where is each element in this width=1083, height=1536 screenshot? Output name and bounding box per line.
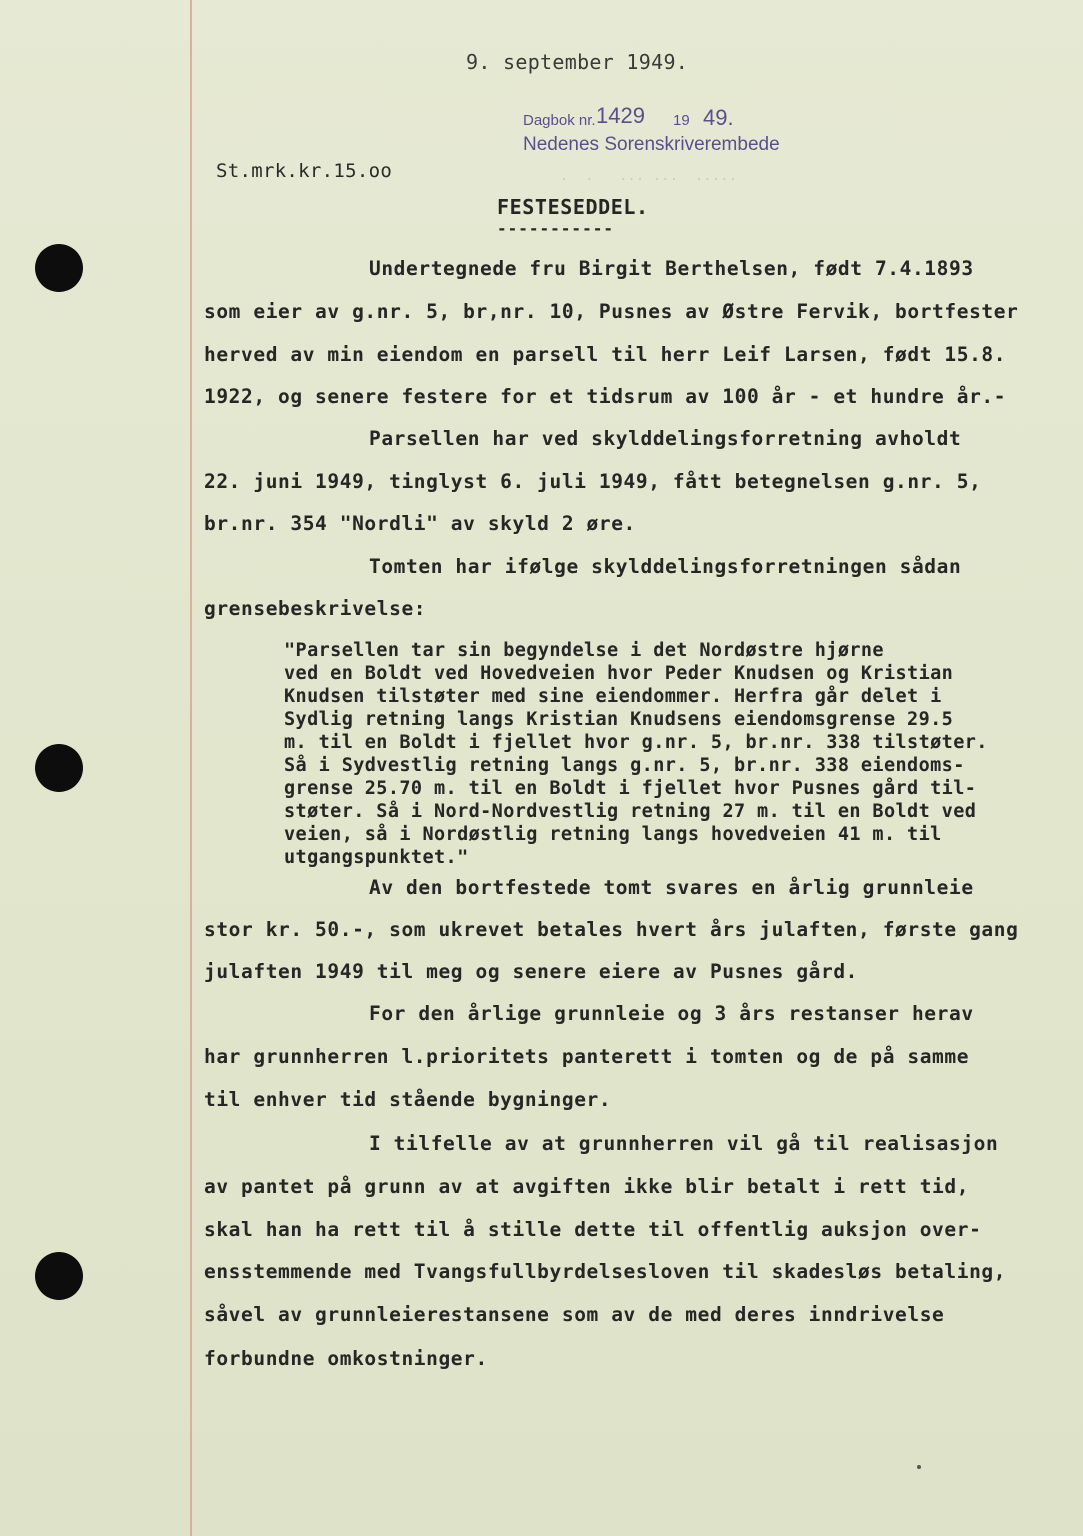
stamp-year-suffix: 49.: [703, 105, 734, 130]
quote-line: "Parsellen tar sin begyndelse i det Nordøstre hjørne: [284, 640, 884, 661]
paragraph-line: til enhver tid stående bygninger.: [204, 1088, 612, 1111]
heading: FESTESEDDEL.: [497, 195, 649, 219]
paragraph-line: har grunnherren l.prioritets panterett i tomten og de på samme: [204, 1045, 970, 1068]
paragraph-line: forbundne omkostninger.: [204, 1347, 488, 1370]
punch-hole-top: [35, 244, 83, 292]
bleed-through-text: . . ... ... .....: [560, 168, 738, 184]
paragraph-line: Av den bortfestede tomt svares en årlig grunnleie: [369, 876, 974, 899]
quote-line: utgangspunktet.": [284, 847, 469, 868]
stamp-dagbok-number: 1429: [596, 103, 645, 128]
paragraph-line: stor kr. 50.-, som ukrevet betales hvert års julaften, første gang: [204, 918, 1019, 941]
punch-hole-middle: [35, 744, 83, 792]
quote-line: ved en Boldt ved Hovedveien hvor Peder Knudsen og Kristian: [284, 663, 954, 684]
paragraph-line: grensebeskrivelse:: [204, 597, 427, 620]
paragraph-line: Undertegnede fru Birgit Berthelsen, født 7.4.1893: [369, 257, 974, 280]
paragraph-line: Parsellen har ved skylddelingsforretning avholdt: [369, 427, 962, 450]
paragraph-line: For den årlige grunnleie og 3 års restanser herav: [369, 1002, 974, 1025]
stamp-office: Nedenes Sorenskriverembede: [523, 134, 780, 155]
paragraph-line: såvel av grunnleierestansene som av de med deres inndrivelse: [204, 1303, 945, 1326]
paragraph-line: ensstemmende med Tvangsfullbyrdelsesloven til skadesløs betaling,: [204, 1260, 1007, 1283]
paragraph-line: Tomten har ifølge skylddelingsforretningen sådan: [369, 555, 962, 578]
quote-line: veien, så i Nordøstlig retning langs hovedveien 41 m. til: [284, 824, 942, 845]
stamp-year-prefix: 19: [673, 112, 690, 129]
paragraph-line: som eier av g.nr. 5, br,nr. 10, Pusnes av Østre Fervik, bortfester: [204, 300, 1019, 323]
quote-line: m. til en Boldt i fjellet hvor g.nr. 5, br.nr. 338 tilstøter.: [284, 732, 988, 753]
quote-line: Sydlig retning langs Kristian Knudsens eiendomsgrense 29.5: [284, 709, 954, 730]
stamp-dagbok-label: Dagbok nr.: [523, 112, 596, 129]
margin-line: [190, 0, 192, 1536]
paragraph-line: julaften 1949 til meg og senere eiere av Pusnes gård.: [204, 960, 859, 983]
quote-line: Så i Sydvestlig retning langs g.nr. 5, br.nr. 338 eiendoms-: [284, 755, 965, 776]
paragraph-line: 1922, og senere festere for et tidsrum av 100 år - et hundre år.-: [204, 385, 1007, 408]
paragraph-line: herved av min eiendom en parsell til herr Leif Larsen, født 15.8.: [204, 343, 1007, 366]
quote-line: Knudsen tilstøter med sine eiendommer. Herfra går delet i: [284, 686, 942, 707]
heading-underline: -----------: [497, 219, 614, 238]
punch-hole-bottom: [35, 1252, 83, 1300]
paragraph-line: av pantet på grunn av at avgiften ikke blir betalt i rett tid,: [204, 1175, 970, 1198]
date-line: 9. september 1949.: [466, 50, 689, 74]
stamp-duty: St.mrk.kr.15.oo: [216, 160, 393, 182]
quote-line: støter. Så i Nord-Nordvestlig retning 27 m. til en Boldt ved: [284, 801, 977, 822]
ink-speck: [917, 1465, 921, 1469]
quote-line: grense 25.70 m. til en Boldt i fjellet hvor Pusnes gård til-: [284, 778, 977, 799]
paragraph-line: I tilfelle av at grunnherren vil gå til realisasjon: [369, 1132, 999, 1155]
paragraph-line: skal han ha rett til å stille dette til offentlig auksjon over-: [204, 1218, 982, 1241]
paragraph-line: 22. juni 1949, tinglyst 6. juli 1949, fått betegnelsen g.nr. 5,: [204, 470, 982, 493]
paragraph-line: br.nr. 354 "Nordli" av skyld 2 øre.: [204, 512, 636, 535]
